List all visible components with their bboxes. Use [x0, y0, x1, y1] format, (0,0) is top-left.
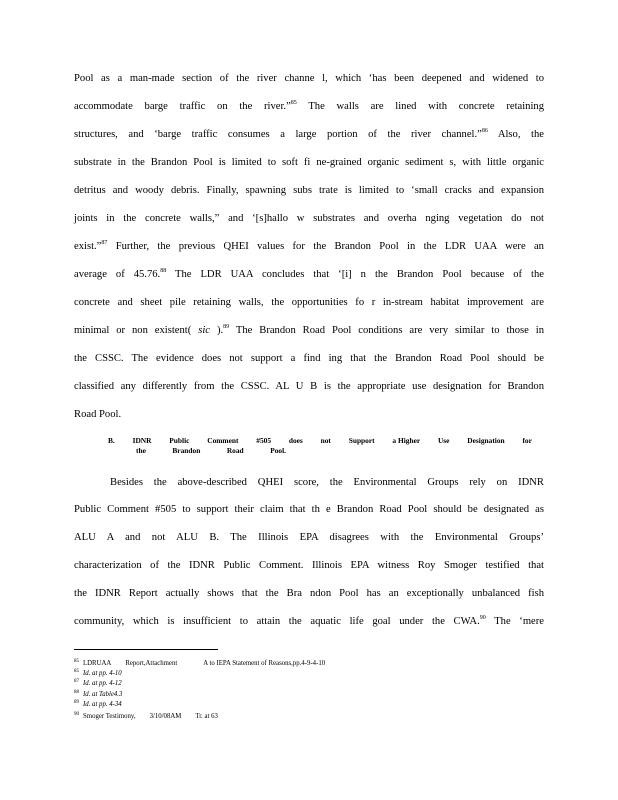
body-line: concrete and sheet pile retaining walls, the opportunities fo r in-stream habitat improvement are: [74, 297, 544, 308]
body-line: exist.”$^{87}$ Further, the previous QHEI values for the Brandon Pool in the LDR UAA were an: [74, 240, 544, 252]
body-line: characterization of the IDNR Public Comment. Illinois EPA witness Roy Smoger testified that: [74, 560, 544, 571]
footnote: $^{85}$ LDRUAA Report,Attachment A to IEPA Statement of Reasons,pp.4-9-4-10: [74, 659, 326, 667]
body-line: structures, and ‘barge traffic consumes a large portion of the river channel.”$^{86}$ Also, the: [74, 128, 544, 140]
body-line: Pool as a man-made section of the river channe l, which ‘has been deepened and widened to: [74, 73, 544, 84]
body-line: the IDNR Report actually shows that the Bra ndon Pool has an exceptionally unbalanced fish: [74, 588, 544, 599]
body-line: average of 45.76.88 The LDR UAA concludes that ‘[i] n the Brandon Pool because of the: [74, 268, 544, 280]
footnote-ref: 87: [101, 240, 108, 246]
body-line: detritus and woody debris. Finally, spawning subs trate is limited to ‘small cracks and expansion: [74, 185, 544, 196]
body-line: Besides the above-described QHEI score, the Environmental Groups rely on IDNR: [110, 477, 544, 488]
body-line: community, which is insufficient to attain the aquatic life goal under the CWA.$^{90}$ The ‘mere: [74, 615, 544, 627]
body-line: substrate in the Brandon Pool is limited to soft fi ne-grained organic sediment s, with little organic: [74, 157, 544, 168]
footnote: $^{85}$ Id. at pp. 4-10: [74, 669, 122, 677]
footnote-ref: 90: [479, 615, 486, 621]
sic-italic: sic: [198, 325, 210, 336]
footnote: $^{90}$ Smoger Testimony, 3/10/08AM Tr. at 63: [74, 712, 218, 720]
footnote: $^{88}$ Id. at Table4.3: [74, 690, 123, 698]
body-line: minimal or non existent( sic ).$^{89}$ The Brandon Road Pool conditions are very similar to those in: [74, 324, 545, 336]
footnote-ref: 88: [160, 268, 167, 274]
footnote-ref: 89: [223, 324, 230, 330]
section-heading: B. IDNR Public Comment #505 does not Support a Higher Use Designation for the Brandon Road Pool.: [108, 436, 532, 455]
footnote-separator: [74, 649, 218, 650]
footnote: $^{87}$ Id. at pp. 4-12: [74, 679, 122, 687]
body-line: Road Pool.: [74, 409, 122, 420]
body-line: classified any differently from the CSSC. AL U B is the appropriate use designation for Brandon: [74, 381, 544, 392]
body-line: accommodate barge traffic on the river.”$^{85}$ The walls are lined with concrete retaining: [74, 100, 544, 112]
footnote: $^{89}$ Id. at pp. 4-34: [74, 700, 122, 708]
body-line: Public Comment #505 to support their claim that th e Brandon Road Pool should be designated as: [74, 504, 544, 515]
footnote-ref: 85: [290, 100, 297, 106]
body-line: joints in the concrete walls,” and ‘[s]hallo w substrates and overha nging vegetation do not: [74, 213, 544, 224]
body-line: ALU A and not ALU B. The Illinois EPA disagrees with the Environmental Groups’: [74, 532, 544, 543]
body-line: the CSSC. The evidence does not support a find ing that the Brandon Road Pool should be: [74, 353, 544, 364]
footnote-ref: 86: [481, 128, 488, 134]
